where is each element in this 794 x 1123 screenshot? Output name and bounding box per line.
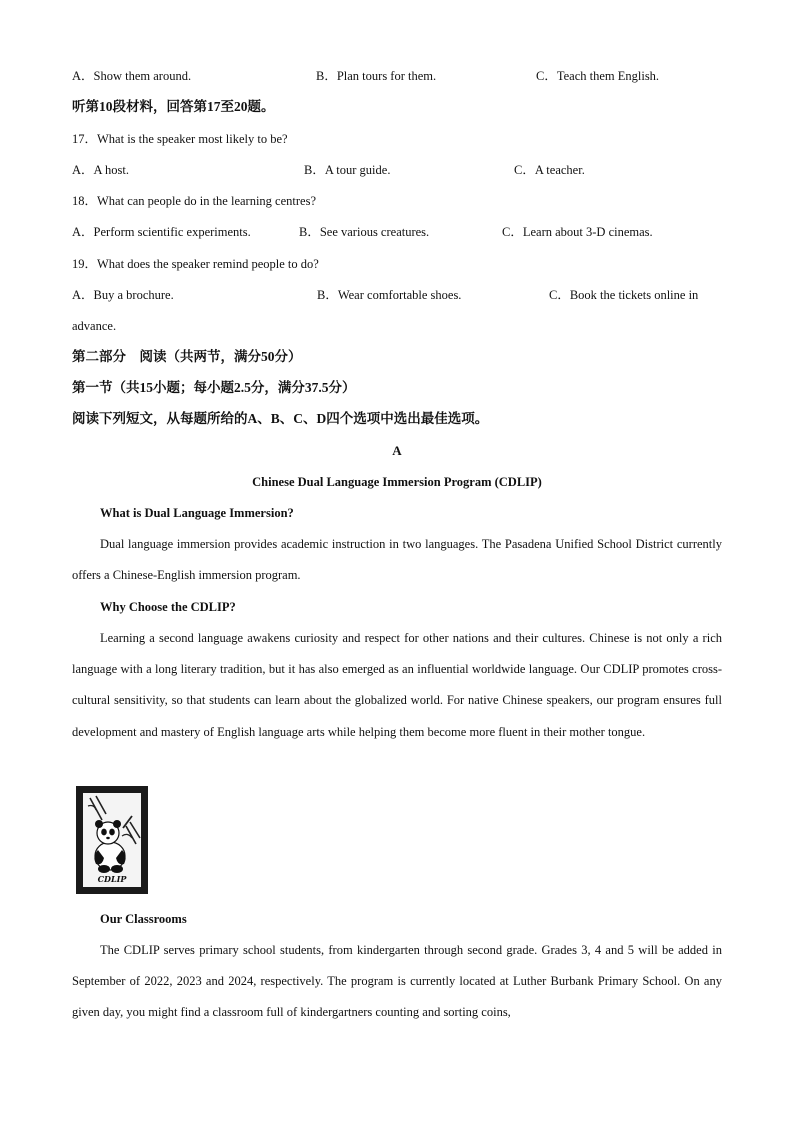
paragraph-why-choose (72, 623, 722, 748)
q17-option-a: A．A host. (72, 163, 129, 177)
paragraph-why-choose-text: Learning a second language awakens curiosity and respect for other nations and their cultures. Chinese is not only a rich language with a long literary tradition, but it has also emerged as an influential worldwide language. Our CDLIP promotes cross- cultural sensitivity, so that students can learn about the globalized world. For native Chinese speakers, our program ensures full development and mastery of English language arts while helping them become more fluent in their mother tongue. (72, 631, 722, 739)
panda-logo-icon (76, 786, 148, 894)
passage-letter: A (392, 443, 402, 458)
heading-why-choose: Why Choose the CDLIP? (100, 600, 236, 614)
q19-option-b: B．Wear comfortable shoes. (317, 288, 462, 302)
paragraph-classrooms-text: The CDLIP serves primary school students, from kindergarten through second grade. Grades 3, 4 and 5 will be added in September of 2022, 2023 and 2024, respectively. The program is currently located at Luther Burbank Primary School. On any given day, you might find a classroom full of kindergartners counting and sorting coins, (72, 943, 722, 1020)
q17-question: 17．What is the speaker most likely to be? (72, 132, 288, 146)
q16-option-a: A．Show them around. (72, 69, 192, 83)
q18-option-a: A．Perform scientific experiments. (72, 225, 251, 239)
q16-option-b: B．Plan tours for them. (316, 69, 437, 83)
q19-option-c-continued: advance. (72, 319, 117, 333)
part2-instruction: 阅读下列短文，从每题所给的A、B、C、D四个选项中选出最佳选项。 (72, 411, 489, 426)
part2-section1: 第一节（共15小题；每小题2.5分，满分37.5分） (72, 380, 356, 395)
paragraph-dli (72, 529, 722, 591)
passage-title: Chinese Dual Language Immersion Program (CDLIP) (252, 475, 542, 489)
q17-option-c: C．A teacher. (514, 163, 585, 177)
part2-title: 第二部分 阅读（共两节，满分50分） (72, 349, 302, 364)
heading-our-classrooms: Our Classrooms (100, 912, 187, 926)
q18-option-c: C．Learn about 3-D cinemas. (502, 225, 653, 239)
paragraph-classrooms (72, 935, 722, 1029)
cdlip-panda-logo (76, 786, 148, 894)
q18-question: 18．What can people do in the learning centres? (72, 194, 317, 208)
q19-option-a: A．Buy a brochure. (72, 288, 174, 302)
section10-instruction: 听第10段材料，回答第17至20题。 (72, 99, 275, 114)
q18-option-b: B．See various creatures. (299, 225, 430, 239)
cdlip-logo-text: CDLIP (97, 874, 127, 884)
q19-option-c: C．Book the tickets online in (549, 288, 699, 302)
paragraph-dli-text: Dual language immersion provides academic instruction in two languages. The Pasadena Unified School District currently offers a Chinese-English immersion program. (72, 537, 722, 583)
q19-question: 19．What does the speaker remind people to do? (72, 257, 319, 271)
heading-what-is-dli: What is Dual Language Immersion? (100, 506, 294, 520)
q17-option-b: B．A tour guide. (304, 163, 391, 177)
q16-option-c: C．Teach them English. (536, 69, 660, 83)
